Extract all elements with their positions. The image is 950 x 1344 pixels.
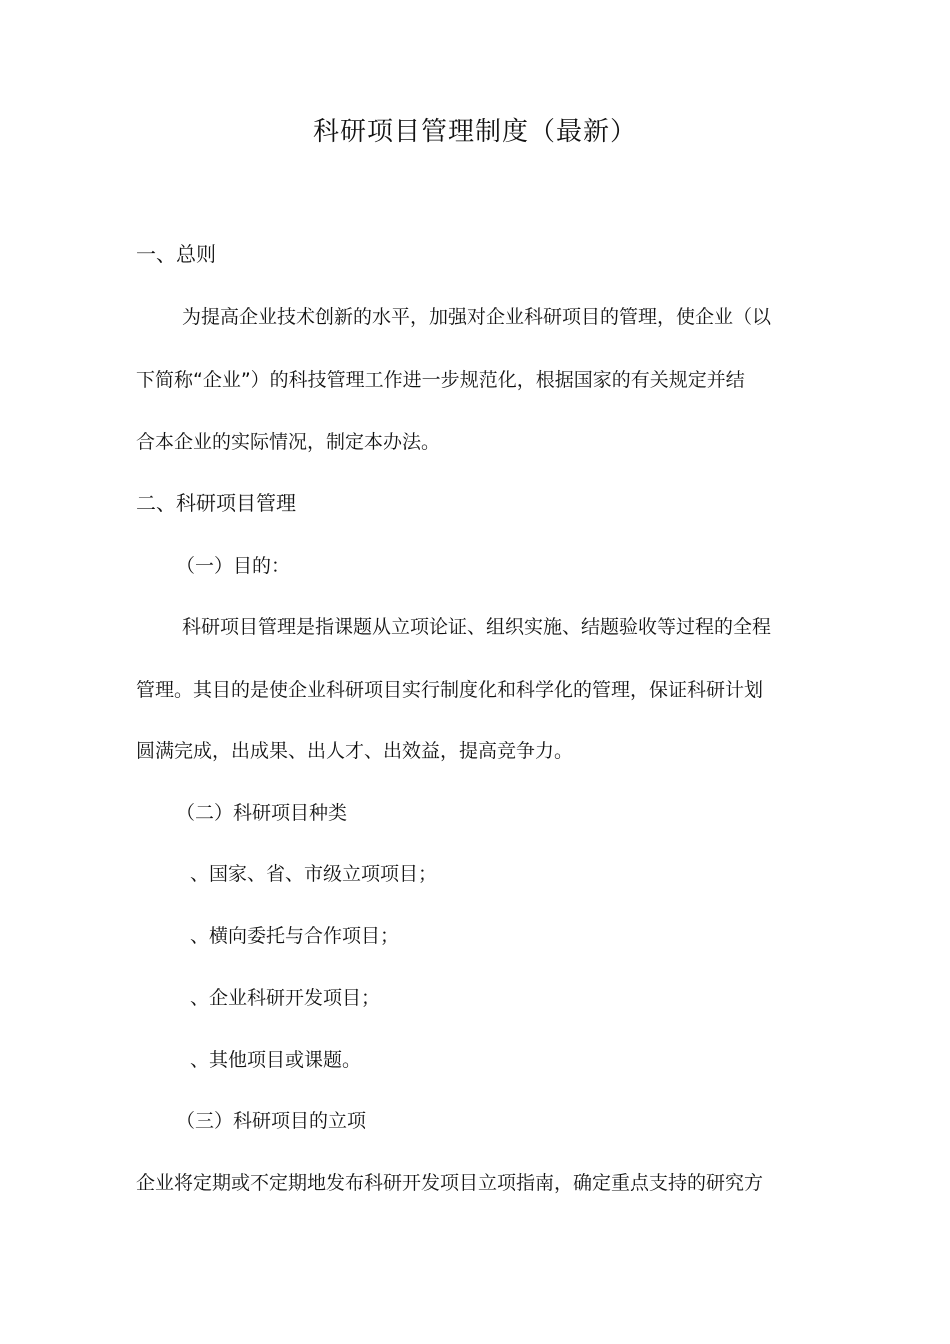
paragraph-line: 合本企业的实际情况，制定本办法。 bbox=[136, 431, 441, 453]
paragraph-line: 圆满完成，出成果、出人才、出效益，提高竞争力。 bbox=[136, 740, 574, 762]
paragraph-line: 企业将定期或不定期地发布科研开发项目立项指南，确定重点支持的研究方 bbox=[136, 1172, 764, 1194]
list-item: 、横向委托与合作项目； bbox=[190, 925, 400, 947]
section-heading-general: 一、总则 bbox=[136, 242, 216, 266]
paragraph-line: 下简称“企业”）的科技管理工作进一步规范化，根据国家的有关规定并结 bbox=[136, 369, 745, 391]
list-item: 、其他项目或课题。 bbox=[190, 1049, 362, 1071]
paragraph-line: 管理。其目的是使企业科研项目实行制度化和科学化的管理，保证科研计划 bbox=[136, 679, 764, 701]
paragraph-line: 科研项目管理是指课题从立项论证、组织实施、结题验收等过程的全程 bbox=[182, 616, 772, 638]
document-title: 科研项目管理制度（最新） bbox=[312, 117, 637, 147]
list-item: 、企业科研开发项目； bbox=[190, 987, 381, 1009]
section-heading-project-management: 二、科研项目管理 bbox=[136, 491, 296, 515]
paragraph-line: 为提高企业技术创新的水平，加强对企业科研项目的管理，使企业（以 bbox=[182, 306, 772, 328]
subsection-heading-project-types: （二）科研项目种类 bbox=[176, 802, 348, 824]
subsection-heading-purpose: （一）目的： bbox=[176, 555, 291, 577]
list-item: 、国家、省、市级立项项目； bbox=[190, 863, 438, 885]
subsection-heading-project-approval: （三）科研项目的立项 bbox=[176, 1110, 367, 1132]
